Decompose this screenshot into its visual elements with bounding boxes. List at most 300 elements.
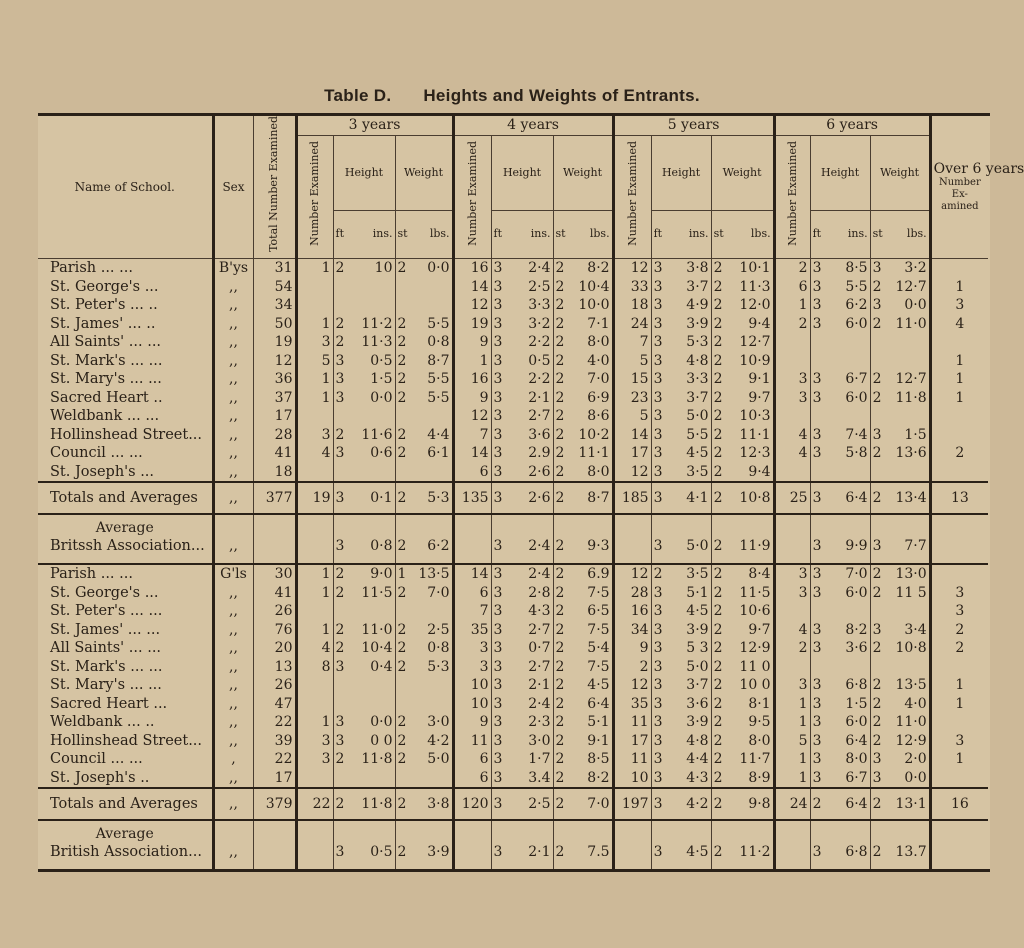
- value-cell: [886, 352, 930, 371]
- value-cell: 0·5: [508, 352, 553, 371]
- value-cell: 16: [930, 788, 988, 820]
- value-cell: [930, 463, 988, 483]
- value-cell: 13·1: [886, 788, 930, 820]
- value-cell: 3: [493, 677, 503, 694]
- value-cell: 2: [397, 844, 407, 861]
- value-cell: 3: [651, 482, 668, 514]
- value-cell: 0·0: [350, 389, 395, 408]
- value-cell: 2·4: [508, 537, 553, 564]
- header-height: Height: [333, 135, 395, 211]
- value-cell: 2: [335, 640, 345, 657]
- value-cell: 3: [872, 426, 882, 443]
- value-cell: 2·1: [508, 389, 553, 408]
- value-cell: 3·7: [668, 278, 711, 297]
- value-cell: 3: [653, 278, 663, 295]
- value-cell: 11·8: [350, 788, 395, 820]
- value-cell: 3: [493, 603, 503, 620]
- empty-cell: [930, 820, 988, 843]
- value-cell: 3: [335, 389, 345, 406]
- value-cell: [333, 407, 350, 426]
- value-cell: 2: [335, 584, 345, 601]
- value-cell: [296, 296, 333, 315]
- value-cell: 4·4: [668, 750, 711, 769]
- value-cell: 197: [613, 788, 651, 820]
- value-cell: 4·9: [668, 296, 711, 315]
- value-cell: 3: [296, 750, 333, 769]
- value-cell: 3: [493, 426, 503, 443]
- value-cell: 2: [713, 315, 723, 332]
- empty-cell: [668, 820, 711, 843]
- value-cell: 2: [713, 334, 723, 351]
- value-cell: 3: [335, 844, 345, 861]
- value-cell: 2: [872, 371, 882, 388]
- value-cell: 2·2: [508, 333, 553, 352]
- value-cell: 24: [613, 315, 651, 334]
- value-cell: 7·0: [413, 584, 453, 603]
- value-cell: [395, 296, 413, 315]
- value-cell: 3: [872, 297, 882, 314]
- value-cell: 3: [493, 658, 503, 675]
- boys-row: [38, 315, 988, 334]
- value-cell: 1: [955, 352, 965, 369]
- value-cell: 0·0: [350, 713, 395, 732]
- value-cell: 10 0: [728, 676, 774, 695]
- value-cell: 4·2: [668, 788, 711, 820]
- value-cell: 3: [493, 538, 503, 555]
- value-cell: 2: [555, 426, 565, 443]
- header-height: Height: [651, 135, 711, 211]
- value-cell: 1·5: [826, 695, 870, 714]
- value-cell: 4: [296, 444, 333, 463]
- value-cell: 2·0: [886, 750, 930, 769]
- value-cell: 23: [613, 389, 651, 408]
- school-name: St. James' ... ..: [38, 315, 213, 334]
- value-cell: [774, 658, 810, 677]
- empty-cell: [253, 820, 296, 843]
- value-cell: 2: [774, 639, 810, 658]
- value-cell: 2: [555, 621, 565, 638]
- value-cell: 185: [613, 482, 651, 514]
- value-cell: 2: [870, 788, 886, 820]
- value-cell: 2: [713, 389, 723, 406]
- value-cell: 11·1: [571, 444, 613, 463]
- header-lbs: lbs.: [886, 211, 930, 259]
- value-cell: [810, 463, 826, 483]
- value-cell: [886, 407, 930, 426]
- value-cell: 2.9: [508, 444, 553, 463]
- school-name: St. George's ...: [38, 584, 213, 603]
- value-cell: 54: [253, 278, 296, 297]
- value-cell: [774, 537, 810, 564]
- value-cell: [774, 463, 810, 483]
- boys-average-row-label-row: [38, 514, 988, 537]
- school-name: St. Mary's ... ...: [38, 370, 213, 389]
- value-cell: 2: [872, 714, 882, 731]
- value-cell: 10·8: [886, 639, 930, 658]
- value-cell: 2: [555, 658, 565, 675]
- empty-cell: [453, 514, 491, 537]
- value-cell: 7·0: [571, 370, 613, 389]
- value-cell: [930, 537, 988, 564]
- header-number-examined-label: Number Examined: [308, 141, 321, 247]
- value-cell: 3.4: [508, 769, 553, 789]
- value-cell: 7.5: [571, 843, 613, 869]
- value-cell: 2: [555, 584, 565, 601]
- sex: ,,: [213, 713, 253, 732]
- value-cell: 5: [296, 352, 333, 371]
- girls-row: [38, 769, 988, 789]
- value-cell: 3: [653, 389, 663, 406]
- value-cell: [296, 769, 333, 789]
- value-cell: 3·6: [508, 426, 553, 445]
- value-cell: 2: [713, 603, 723, 620]
- value-cell: 3: [653, 426, 663, 443]
- value-cell: 9·7: [728, 621, 774, 640]
- empty-cell: [571, 514, 613, 537]
- value-cell: 3: [810, 564, 826, 584]
- value-cell: 3·9: [668, 315, 711, 334]
- value-cell: [350, 278, 395, 297]
- value-cell: [413, 296, 453, 315]
- value-cell: [870, 602, 886, 621]
- sex: ,,: [213, 389, 253, 408]
- sex: ,,: [213, 676, 253, 695]
- value-cell: 2: [555, 695, 565, 712]
- value-cell: 17: [613, 732, 651, 751]
- value-cell: 9·8: [728, 788, 774, 820]
- header-number-examined-label: Number Examined: [465, 141, 479, 247]
- value-cell: 2: [555, 445, 565, 462]
- value-cell: 5·0: [668, 537, 711, 564]
- value-cell: [930, 564, 988, 584]
- value-cell: [613, 843, 651, 869]
- value-cell: 2: [555, 408, 565, 425]
- value-cell: 6·5: [571, 602, 613, 621]
- value-cell: [350, 695, 395, 714]
- value-cell: 2: [335, 315, 345, 332]
- value-cell: 9·4: [728, 315, 774, 334]
- value-cell: [886, 602, 930, 621]
- value-cell: 2: [555, 463, 565, 480]
- value-cell: 11·2: [728, 843, 774, 869]
- header-lbs: lbs.: [571, 211, 613, 259]
- value-cell: 3: [812, 389, 822, 406]
- value-cell: 3·2: [508, 315, 553, 334]
- value-cell: [395, 676, 413, 695]
- value-cell: [810, 352, 826, 371]
- value-cell: 3: [493, 389, 503, 406]
- value-cell: 22: [253, 750, 296, 769]
- value-cell: 3: [774, 584, 810, 603]
- value-cell: 12·9: [728, 639, 774, 658]
- value-cell: 2: [713, 538, 723, 555]
- value-cell: 10·9: [728, 352, 774, 371]
- value-cell: 8·2: [571, 259, 613, 278]
- value-cell: 6.9: [571, 564, 613, 584]
- girls-row: [38, 750, 988, 769]
- value-cell: 6·2: [413, 537, 453, 564]
- value-cell: 3: [335, 352, 345, 369]
- value-cell: 3: [653, 714, 663, 731]
- value-cell: 37: [253, 389, 296, 408]
- value-cell: 2: [613, 658, 651, 677]
- school-name: Parish ... ...: [38, 564, 213, 584]
- value-cell: 4·0: [886, 695, 930, 714]
- header-height: Height: [810, 135, 870, 211]
- sex: ,: [213, 750, 253, 769]
- value-cell: 1: [774, 713, 810, 732]
- value-cell: 7·7: [886, 537, 930, 564]
- value-cell: 3: [491, 564, 508, 584]
- value-cell: 11·7: [728, 750, 774, 769]
- value-cell: 2: [713, 640, 723, 657]
- value-cell: 14: [453, 444, 491, 463]
- value-cell: 2: [713, 371, 723, 388]
- value-cell: 2: [335, 334, 345, 351]
- value-cell: 4: [774, 426, 810, 445]
- value-cell: 24: [774, 788, 810, 820]
- header-over-title: Over 6 years: [933, 161, 1024, 178]
- value-cell: 36: [253, 370, 296, 389]
- boys-row: [38, 333, 988, 352]
- sex: B'ys: [213, 259, 253, 278]
- header-age-group: 4 years: [453, 116, 613, 135]
- value-cell: 6·9: [571, 389, 613, 408]
- value-cell: [333, 695, 350, 714]
- value-cell: 1: [296, 584, 333, 603]
- value-cell: 4·3: [508, 602, 553, 621]
- value-cell: 3·5: [668, 564, 711, 584]
- boys-row: [38, 296, 988, 315]
- value-cell: 3: [493, 408, 503, 425]
- sex: ,,: [213, 695, 253, 714]
- value-cell: 2: [713, 658, 723, 675]
- value-cell: 2: [397, 260, 407, 277]
- value-cell: 3: [653, 260, 663, 277]
- value-cell: 3: [812, 751, 822, 768]
- school-name: Parish ... ...: [38, 259, 213, 278]
- value-cell: 2: [397, 426, 407, 443]
- value-cell: 2: [555, 732, 565, 749]
- value-cell: 8·5: [826, 259, 870, 278]
- header-st: st: [870, 211, 886, 259]
- heights-weights-table: [38, 113, 1024, 872]
- value-cell: 9·1: [571, 732, 613, 751]
- value-cell: 10: [350, 259, 395, 278]
- value-cell: [413, 463, 453, 483]
- value-cell: 5 3: [668, 639, 711, 658]
- value-cell: 11·0: [350, 621, 395, 640]
- value-cell: 1: [296, 564, 333, 584]
- value-cell: 3: [774, 676, 810, 695]
- girls-row: [38, 658, 988, 677]
- value-cell: 3: [493, 640, 503, 657]
- value-cell: 6: [453, 584, 491, 603]
- value-cell: [810, 602, 826, 621]
- value-cell: 9: [613, 639, 651, 658]
- empty-cell: [826, 820, 870, 843]
- school-name: Totals and Averages: [38, 788, 213, 820]
- value-cell: 34: [613, 621, 651, 640]
- value-cell: 2: [713, 278, 723, 295]
- value-cell: [253, 843, 296, 869]
- value-cell: 3: [812, 732, 822, 749]
- header-ft: ft: [810, 211, 826, 259]
- value-cell: 1: [296, 315, 333, 334]
- value-cell: 3·5: [668, 463, 711, 483]
- value-cell: 17: [253, 407, 296, 426]
- value-cell: 34: [253, 296, 296, 315]
- value-cell: 3: [653, 352, 663, 369]
- value-cell: 6·0: [826, 389, 870, 408]
- value-cell: 2: [555, 640, 565, 657]
- value-cell: 0·1: [350, 482, 395, 514]
- value-cell: 5·0: [413, 750, 453, 769]
- value-cell: 19: [296, 482, 333, 514]
- empty-cell: [508, 820, 553, 843]
- girls-average-row: [38, 843, 988, 869]
- value-cell: 26: [253, 602, 296, 621]
- value-cell: 3: [493, 695, 503, 712]
- value-cell: 1: [774, 750, 810, 769]
- value-cell: 2·5: [413, 621, 453, 640]
- value-cell: 19: [253, 333, 296, 352]
- header-ft: ft: [491, 211, 508, 259]
- value-cell: 7·5: [571, 658, 613, 677]
- value-cell: [350, 676, 395, 695]
- value-cell: 1: [955, 371, 965, 388]
- value-cell: 3: [653, 463, 663, 480]
- girls-row: [38, 639, 988, 658]
- school-name: All Saints' ... ...: [38, 639, 213, 658]
- boys-row: [38, 426, 988, 445]
- value-cell: 22: [296, 788, 333, 820]
- value-cell: 9·3: [571, 537, 613, 564]
- value-cell: 2: [555, 297, 565, 314]
- value-cell: 11·3: [350, 333, 395, 352]
- value-cell: 3: [296, 732, 333, 751]
- value-cell: 10: [613, 769, 651, 789]
- school-name: Sacred Heart ...: [38, 695, 213, 714]
- value-cell: [826, 658, 870, 677]
- header-height: Height: [491, 135, 553, 211]
- header-total: [253, 116, 296, 259]
- value-cell: 0·7: [508, 639, 553, 658]
- value-cell: [886, 658, 930, 677]
- value-cell: 33: [613, 278, 651, 297]
- value-cell: 3: [774, 564, 810, 584]
- boys-row: [38, 463, 988, 483]
- value-cell: 2: [713, 352, 723, 369]
- value-cell: 2: [553, 564, 571, 584]
- value-cell: 2: [713, 844, 723, 861]
- sex: ,,: [213, 463, 253, 483]
- empty-cell: [296, 820, 333, 843]
- value-cell: 2: [335, 260, 345, 277]
- value-cell: [774, 352, 810, 371]
- value-cell: [333, 602, 350, 621]
- value-cell: 1: [774, 769, 810, 789]
- value-cell: [333, 463, 350, 483]
- value-cell: 6·0: [826, 713, 870, 732]
- value-cell: 3: [653, 751, 663, 768]
- value-cell: [810, 407, 826, 426]
- value-cell: 3: [872, 538, 882, 555]
- value-cell: 2: [872, 695, 882, 712]
- value-cell: 1: [296, 370, 333, 389]
- value-cell: [826, 463, 870, 483]
- value-cell: 3: [653, 844, 663, 861]
- value-cell: 2: [555, 538, 565, 555]
- girls-totals-row: [38, 788, 988, 820]
- sex: ,,: [213, 658, 253, 677]
- value-cell: 7: [613, 333, 651, 352]
- header-weight: Weight: [553, 135, 613, 211]
- value-cell: [395, 602, 413, 621]
- value-cell: 3: [872, 769, 882, 786]
- value-cell: 2·4: [508, 695, 553, 714]
- value-cell: 3: [812, 640, 822, 657]
- value-cell: [774, 602, 810, 621]
- value-cell: 7·0: [826, 564, 870, 584]
- value-cell: [870, 333, 886, 352]
- value-cell: 13: [253, 658, 296, 677]
- header-total-label: Total Number Examined: [267, 116, 280, 252]
- value-cell: 2·7: [508, 658, 553, 677]
- value-cell: 9·5: [728, 713, 774, 732]
- sex: ,,: [213, 584, 253, 603]
- value-cell: 2: [555, 315, 565, 332]
- sex: ,,: [213, 444, 253, 463]
- value-cell: 2·6: [508, 463, 553, 483]
- header-ins: ins.: [826, 211, 870, 259]
- value-cell: 9·9: [826, 537, 870, 564]
- value-cell: 3: [493, 751, 503, 768]
- value-cell: 11 0: [728, 658, 774, 677]
- value-cell: 4·5: [668, 444, 711, 463]
- value-cell: 6·2: [826, 296, 870, 315]
- boys-row: [38, 352, 988, 371]
- value-cell: [296, 278, 333, 297]
- value-cell: 5·5: [413, 370, 453, 389]
- value-cell: 2·3: [508, 713, 553, 732]
- value-cell: 7: [453, 602, 491, 621]
- value-cell: 2: [555, 751, 565, 768]
- value-cell: 6·4: [826, 482, 870, 514]
- value-cell: [870, 658, 886, 677]
- empty-cell: [413, 820, 453, 843]
- table-title: [0, 86, 1024, 106]
- value-cell: [453, 843, 491, 869]
- header-ft: ft: [651, 211, 668, 259]
- value-cell: 6·4: [826, 732, 870, 751]
- value-cell: 12·9: [886, 732, 930, 751]
- value-cell: 3: [493, 463, 503, 480]
- value-cell: 2: [713, 584, 723, 601]
- value-cell: [395, 769, 413, 789]
- school-name: St. Peter's ... ..: [38, 296, 213, 315]
- value-cell: 9·4: [728, 463, 774, 483]
- school-name: Council ... ...: [38, 444, 213, 463]
- school-name: Weldbank ... ..: [38, 713, 213, 732]
- value-cell: 5: [613, 407, 651, 426]
- value-cell: 3·9: [668, 621, 711, 640]
- sex: ,,: [213, 843, 253, 869]
- value-cell: 8·1: [728, 695, 774, 714]
- value-cell: 1: [955, 695, 965, 712]
- value-cell: 0·6: [350, 444, 395, 463]
- value-cell: 3: [493, 297, 503, 314]
